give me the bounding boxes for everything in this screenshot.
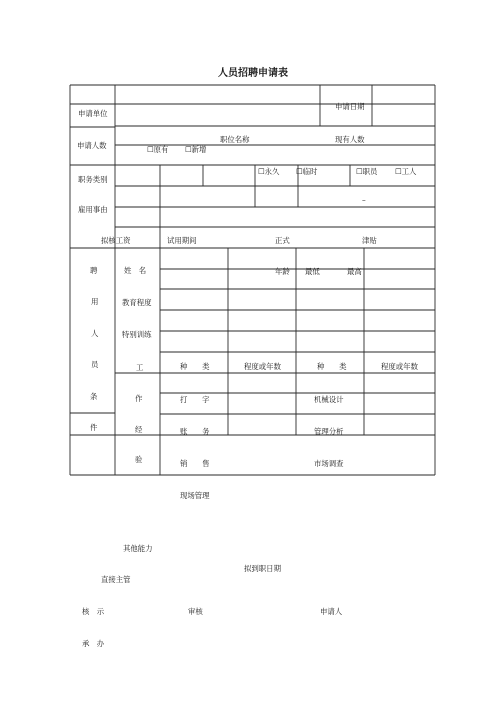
label-apply-unit: 申请单位	[78, 109, 108, 118]
label-job-type: 职务类别	[78, 175, 108, 184]
skill-mgmt-analysis: 管理分析	[314, 427, 344, 436]
label-jian: 件	[90, 423, 98, 432]
label-tiao: 条	[90, 392, 98, 401]
checkbox-staff[interactable]	[356, 168, 377, 175]
label-current-count: 现有人数	[335, 135, 365, 144]
label-zuo: 作	[135, 394, 143, 403]
label-ping: 聘	[90, 266, 98, 275]
checkbox-permanent[interactable]	[258, 168, 279, 175]
checkbox-box: ☐	[356, 167, 363, 176]
skill-sales: 销 售	[180, 459, 210, 468]
label-apply-count: 申请人数	[77, 141, 107, 150]
header-kind-2: 种 类	[317, 362, 347, 371]
skill-site-mgmt: 现场管理	[180, 491, 210, 500]
checkbox-box: ☐	[258, 167, 265, 176]
checkbox-box: ☐	[395, 167, 402, 176]
checkbox-permanent-label: 永久	[264, 167, 280, 176]
label-position-name: 职位名称	[220, 135, 250, 144]
label-other-ability: 其他能力	[123, 544, 153, 553]
checkbox-temporary-label: 临时	[302, 167, 318, 176]
label-approve: 核 示	[82, 607, 105, 616]
label-review: 审核	[188, 607, 203, 616]
label-jing: 经	[135, 425, 143, 434]
skill-typing: 打 字	[180, 395, 210, 404]
label-hire-reason: 雇用事由	[78, 205, 108, 214]
label-age-max: 最高	[347, 267, 362, 276]
checkbox-added[interactable]	[185, 146, 206, 153]
label-ren: 人	[91, 329, 99, 338]
label-age-min: 最低	[305, 267, 320, 276]
checkbox-box: ☐	[147, 145, 154, 154]
label-formal: 正式	[275, 236, 290, 245]
label-applicant: 申请人	[320, 607, 343, 616]
form-title: 人员招聘申请表	[218, 68, 288, 79]
label-handle: 承 办	[82, 639, 105, 648]
label-start-date: 拟到职日期	[244, 564, 281, 573]
label-yan: 验	[135, 455, 143, 464]
header-level-1: 程度或年数	[244, 362, 281, 371]
label-yuan: 员	[91, 360, 99, 369]
checkbox-worker[interactable]	[395, 168, 416, 175]
label-allowance: 津贴	[362, 236, 377, 245]
checkbox-original-label: 原有	[153, 145, 169, 154]
label-special-training: 特别训练	[122, 330, 152, 339]
header-kind-1: 种 类	[180, 362, 210, 371]
label-age: 年龄	[275, 267, 290, 276]
skill-market-research: 市场调查	[314, 459, 344, 468]
label-yong: 用	[91, 297, 99, 306]
label-name: 姓 名	[124, 266, 147, 275]
checkbox-added-label: 新增	[191, 145, 207, 154]
checkbox-temporary[interactable]	[296, 168, 317, 175]
label-salary: 拟核工资	[101, 236, 131, 245]
skill-mech-design: 机械设计	[314, 395, 344, 404]
label-education: 教育程度	[122, 298, 152, 307]
checkbox-original[interactable]	[147, 146, 168, 153]
skill-accounting: 账 务	[180, 427, 210, 436]
checkbox-box: ☐	[296, 167, 303, 176]
label-gong: 工	[136, 363, 144, 372]
label-apply-date: 申请日期	[335, 102, 365, 111]
label-trial-period: 试用期间	[167, 236, 197, 245]
checkbox-worker-label: 工人	[401, 167, 417, 176]
dash-mark: –	[362, 195, 366, 204]
checkbox-box: ☐	[185, 145, 192, 154]
header-level-2: 程度或年数	[381, 362, 418, 371]
label-direct-supervisor: 直接主管	[101, 575, 131, 584]
checkbox-staff-label: 职员	[362, 167, 378, 176]
